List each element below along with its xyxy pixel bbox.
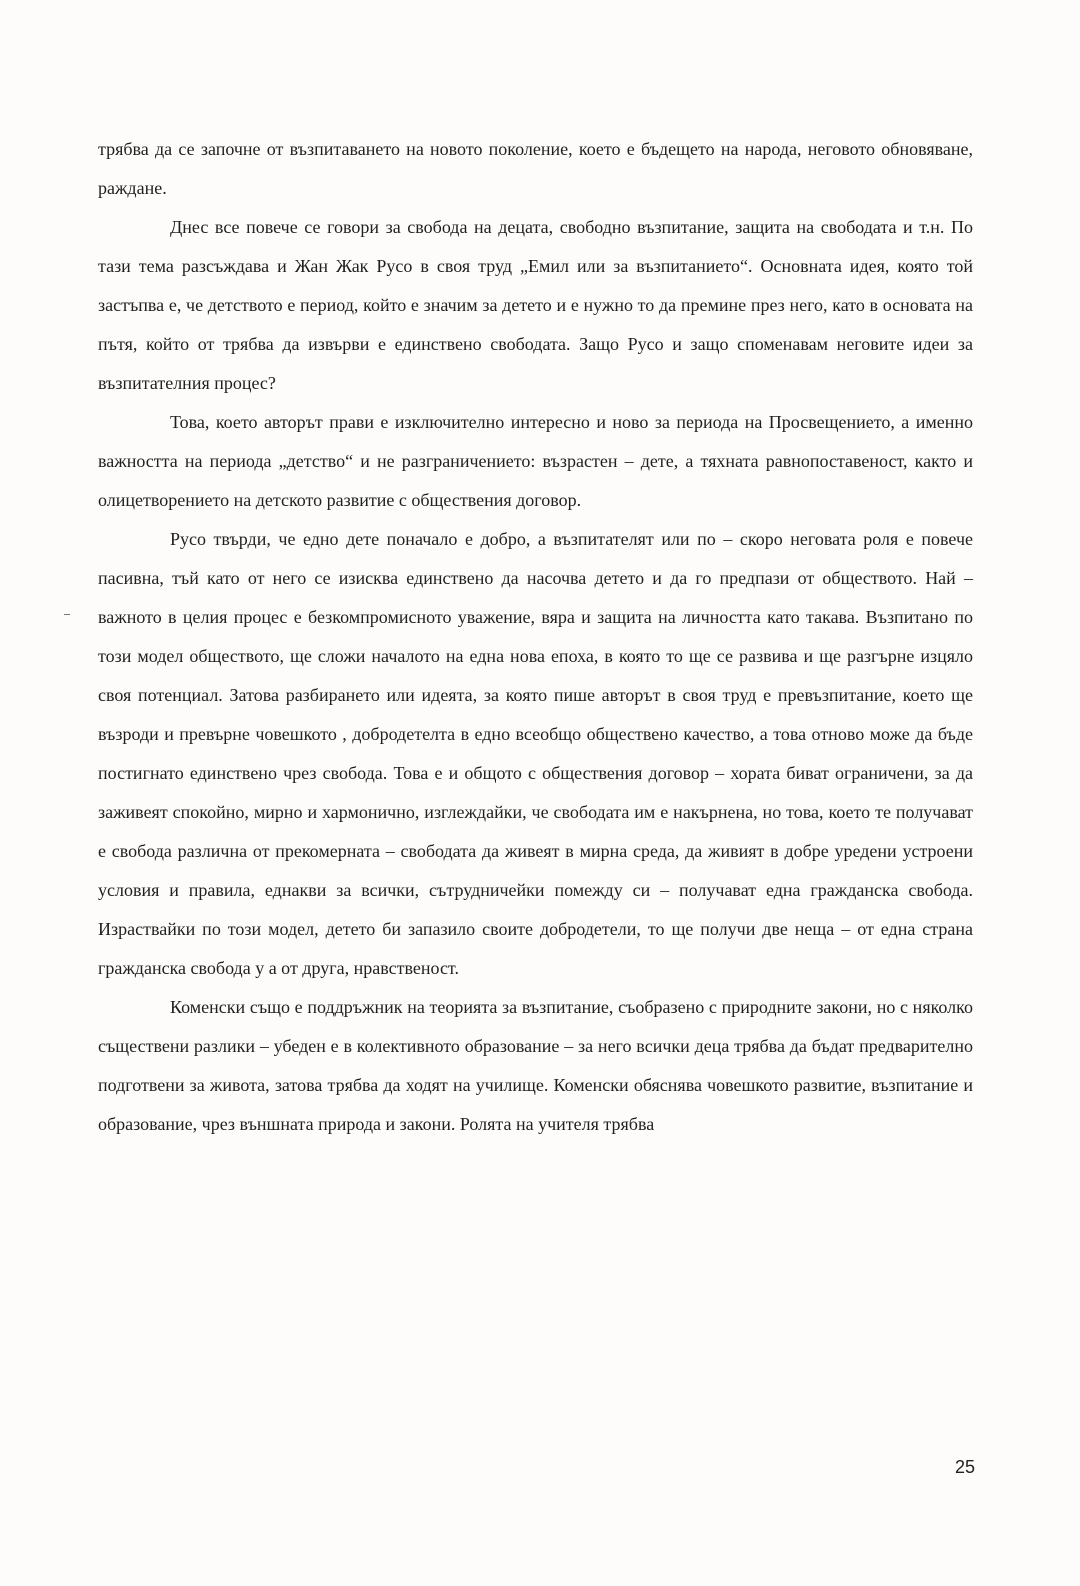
paragraph-5: Коменски също е поддръжник на теорията за възпитание, съобразено с природните закони, но с няколко съществени разлики – убеден е в колективното образование – за него всички деца трябва да бъдат предварително подготвени за живота, затова трябва да ходят на училище. Коменски обяснява човешкото развитие, възпитание и образование, чрез външната природа и закони. Ролята на учителя трябва (98, 997, 973, 1134)
margin-mark (64, 614, 70, 615)
paragraph-2: Днес все повече се говори за свобода на децата, свободно възпитание, защита на свободата и т.н. По тази тема разсъждава и Жан Жак Русо в своя труд „Емил или за възпитанието“. Основната идея, която той застъпва е, че детството е период, който е значим за детето и е нужно то да премине през него, като в основата на пътя, който от трябва да извърви е единствено свободата. Защо Русо и защо споменавам неговите идеи за възпитателния процес? (98, 217, 973, 393)
body-text (98, 130, 973, 1144)
paragraph-4: Русо твърди, че едно дете поначало е добро, а възпитателят или по – скоро неговата роля е повече пасивна, тъй като от него се изисква единствено да насочва детето и да го предпази от обществото. Най – важното в целия процес е безкомпромисното уважение, вяра и защита на личността като такава. Възпитано по този модел обществото, ще сложи началото на една нова епоха, в която то ще се развива и ще разгърне изцяло своя потенциал. Затова разбирането или идеята, за която пише авторът в своя труд е превъзпитание, което ще възроди и превърне човешкото , добродетелта в едно всеобщо обществено качество, а това отново може да бъде постигнато единствено чрез свобода. Това е и общото с обществения договор – хората биват ограничени, за да заживеят спокойно, мирно и хармонично, изглеждайки, че свободата им е накърнена, но това, което те получават е свобода различна от прекомерната – свободата да живеят в мирна среда, да живият в добре уредени устроени условия и правила, еднакви за всички, сътрудничейки помежду си – получават една гражданска свобода. Израствайки по този модел, детето би запазило своите добродетели, то ще получи две неща – от една страна гражданска свобода у а от друга, нравственост. (98, 529, 973, 978)
paragraph-3: Това, което авторът прави е изключително интересно и ново за периода на Просвещението, а именно важността на периода „детство“ и не разграничението: възрастен – дете, а тяхната равнопоставеност, както и олицетворението на детското развитие с обществения договор. (98, 412, 973, 510)
page-number: 25 (955, 1457, 976, 1477)
paragraph-1: трябва да се започне от възпитаването на новото поколение, което е бъдещето на народа, неговото обновяване, раждане. (98, 139, 973, 198)
